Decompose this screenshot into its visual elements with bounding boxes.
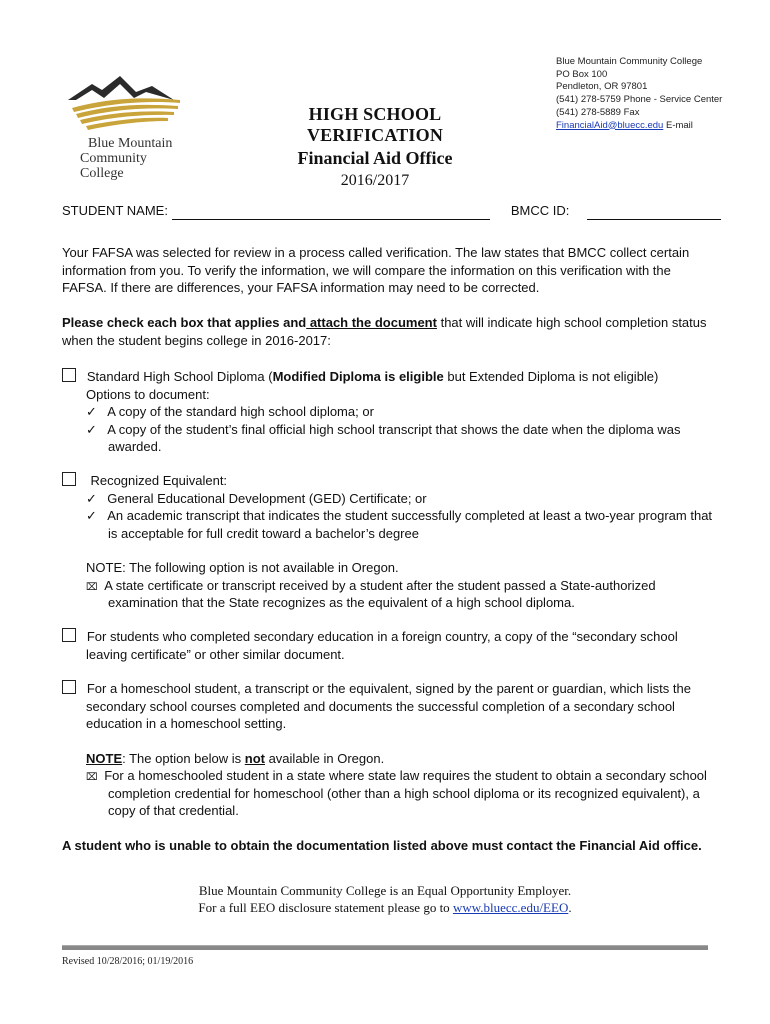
option1-lead: Standard High School Diploma ( (86, 369, 273, 384)
email-link[interactable]: FinancialAid@bluecc.edu (556, 119, 664, 131)
check-mark-icon: ✓ (86, 404, 97, 419)
email-label: E-mail (663, 119, 693, 131)
award-year: 2016/2017 (340, 172, 410, 189)
modified-diploma-text: Modified Diploma is eligible (272, 369, 444, 384)
option1-item-cont: awarded. (108, 439, 162, 454)
option2-item-cont: is acceptable for full credit toward a bachelor’s degree (108, 525, 419, 541)
option-homeschool (62, 680, 742, 820)
option2-item-cont: examination that the State recognizes as the equivalent of a high school diploma. (108, 595, 575, 610)
student-fields (62, 202, 721, 220)
attach-document-text: attach the document (306, 315, 437, 330)
intro-line: information from you. To verify the information, we will compare the information on this verification with the (62, 262, 671, 278)
option2-item: A state certificate or transcript received by a student after the student passed a State-authorized (104, 577, 656, 593)
option2-item: An academic transcript that indicates the student successfully completed at least a two-year program that (107, 508, 713, 523)
option3-line: For students who completed secondary education in a foreign country, a copy of the “secondary school (86, 629, 678, 644)
option-standard-diploma (62, 368, 742, 456)
note-end: available in Oregon. (264, 750, 385, 766)
option4-line: For a homeschool student, a transcript or the equivalent, signed by the parent or guardian, which lists the (86, 681, 691, 696)
eeo-line-2: For a full EEO disclosure statement please go to (198, 900, 453, 915)
option4-item-cont: copy of that credential. (108, 803, 239, 818)
instruction-line-2: when the student begins college in 2016-2017: (62, 332, 331, 348)
checkbox-standard-diploma[interactable] (62, 368, 76, 382)
logo-line-2: Community College (80, 151, 147, 181)
office-title: Financial Aid Office (297, 148, 453, 168)
option4-line: secondary school courses completed and documents the successful completion of a secondary school (86, 698, 675, 714)
instruction-rest: that will indicate high school completion status (436, 315, 707, 330)
instruction-bold: Please check each box that applies and (62, 315, 307, 330)
revised-date: Revised 10/28/2016; 01/19/2016 (62, 956, 194, 967)
note-not: not (244, 750, 265, 766)
option3-line: leaving certificate” or other similar document. (86, 646, 345, 662)
check-mark-icon: ✓ (86, 508, 97, 523)
footer-divider (62, 945, 708, 950)
bmcc-id-field[interactable] (587, 205, 721, 220)
option2-label: Recognized Equivalent: (90, 473, 228, 488)
eeo-link[interactable]: www.bluecc.edu/EEO (452, 900, 569, 915)
checkbox-homeschool[interactable] (62, 680, 76, 694)
option1-item: A copy of the standard high school diploma; or (107, 404, 374, 419)
address-name: Blue Mountain Community College (556, 56, 703, 67)
oregon-note: NOTE: The following option is not available in Oregon. (86, 560, 399, 575)
intro-paragraph (62, 244, 689, 297)
option1-item: A copy of the student’s final official high school transcript that shows the date when the diploma was (107, 421, 681, 437)
form-title: HIGH SCHOOL VERIFICATION (306, 104, 444, 145)
closing-statement (62, 837, 702, 855)
checkbox-recognized-equivalent[interactable] (62, 472, 76, 486)
check-mark-icon: ✓ (86, 421, 97, 437)
option4-item: For a homeschooled student in a state where state law requires the student to obtain a secondary school (104, 768, 707, 783)
eeo-period: . (568, 900, 572, 915)
page-title (240, 104, 510, 190)
student-name-label: STUDENT NAME: (62, 203, 168, 218)
crossed-checkbox-icon: ⌧ (86, 772, 98, 783)
instruction-paragraph (62, 314, 707, 349)
address-phone: (541) 278-5759 Phone - Service Center (556, 94, 723, 106)
address-block (556, 56, 722, 132)
college-logo (62, 70, 192, 181)
address-city: Pendleton, OR 97801 (556, 81, 648, 93)
crossed-checkbox-icon: ⌧ (86, 581, 98, 593)
address-box: PO Box 100 (556, 68, 608, 80)
intro-line: Your FAFSA was selected for review in a process called verification. The law states that BMCC collect certain (62, 245, 690, 260)
note-text: : The option below is (122, 750, 245, 766)
eeo-footer (60, 882, 710, 916)
checkbox-foreign-country[interactable] (62, 628, 76, 642)
mountain-logo-icon (62, 70, 192, 142)
option4-line: education in a homeschool setting. (86, 716, 287, 731)
options-label: Options to document: (86, 386, 210, 402)
note-label: NOTE (86, 750, 123, 766)
bmcc-id-label: BMCC ID: (510, 203, 570, 218)
eeo-line-1: Blue Mountain Community College is an Equal Opportunity Employer. (198, 883, 572, 898)
check-mark-icon: ✓ (86, 490, 97, 506)
option1-tail: but Extended Diploma is not eligible) (443, 369, 659, 384)
option2-item: General Educational Development (GED) Certificate; or (107, 490, 427, 506)
student-name-field[interactable] (172, 205, 490, 220)
address-fax: (541) 278-5889 Fax (556, 106, 640, 118)
option-foreign-country (62, 628, 742, 663)
logo-line-1: Blue Mountain (88, 136, 173, 151)
closing-text: A student who is unable to obtain the documentation listed above must contact the Financial Aid office. (62, 838, 702, 853)
option4-item-cont: completion credential for homeschool (other than a high school diploma or its recognized equivalent), a (108, 785, 700, 801)
option-recognized-equivalent (62, 472, 742, 612)
intro-line: FAFSA. If there are differences, your FAFSA information may need to be corrected. (62, 280, 540, 295)
